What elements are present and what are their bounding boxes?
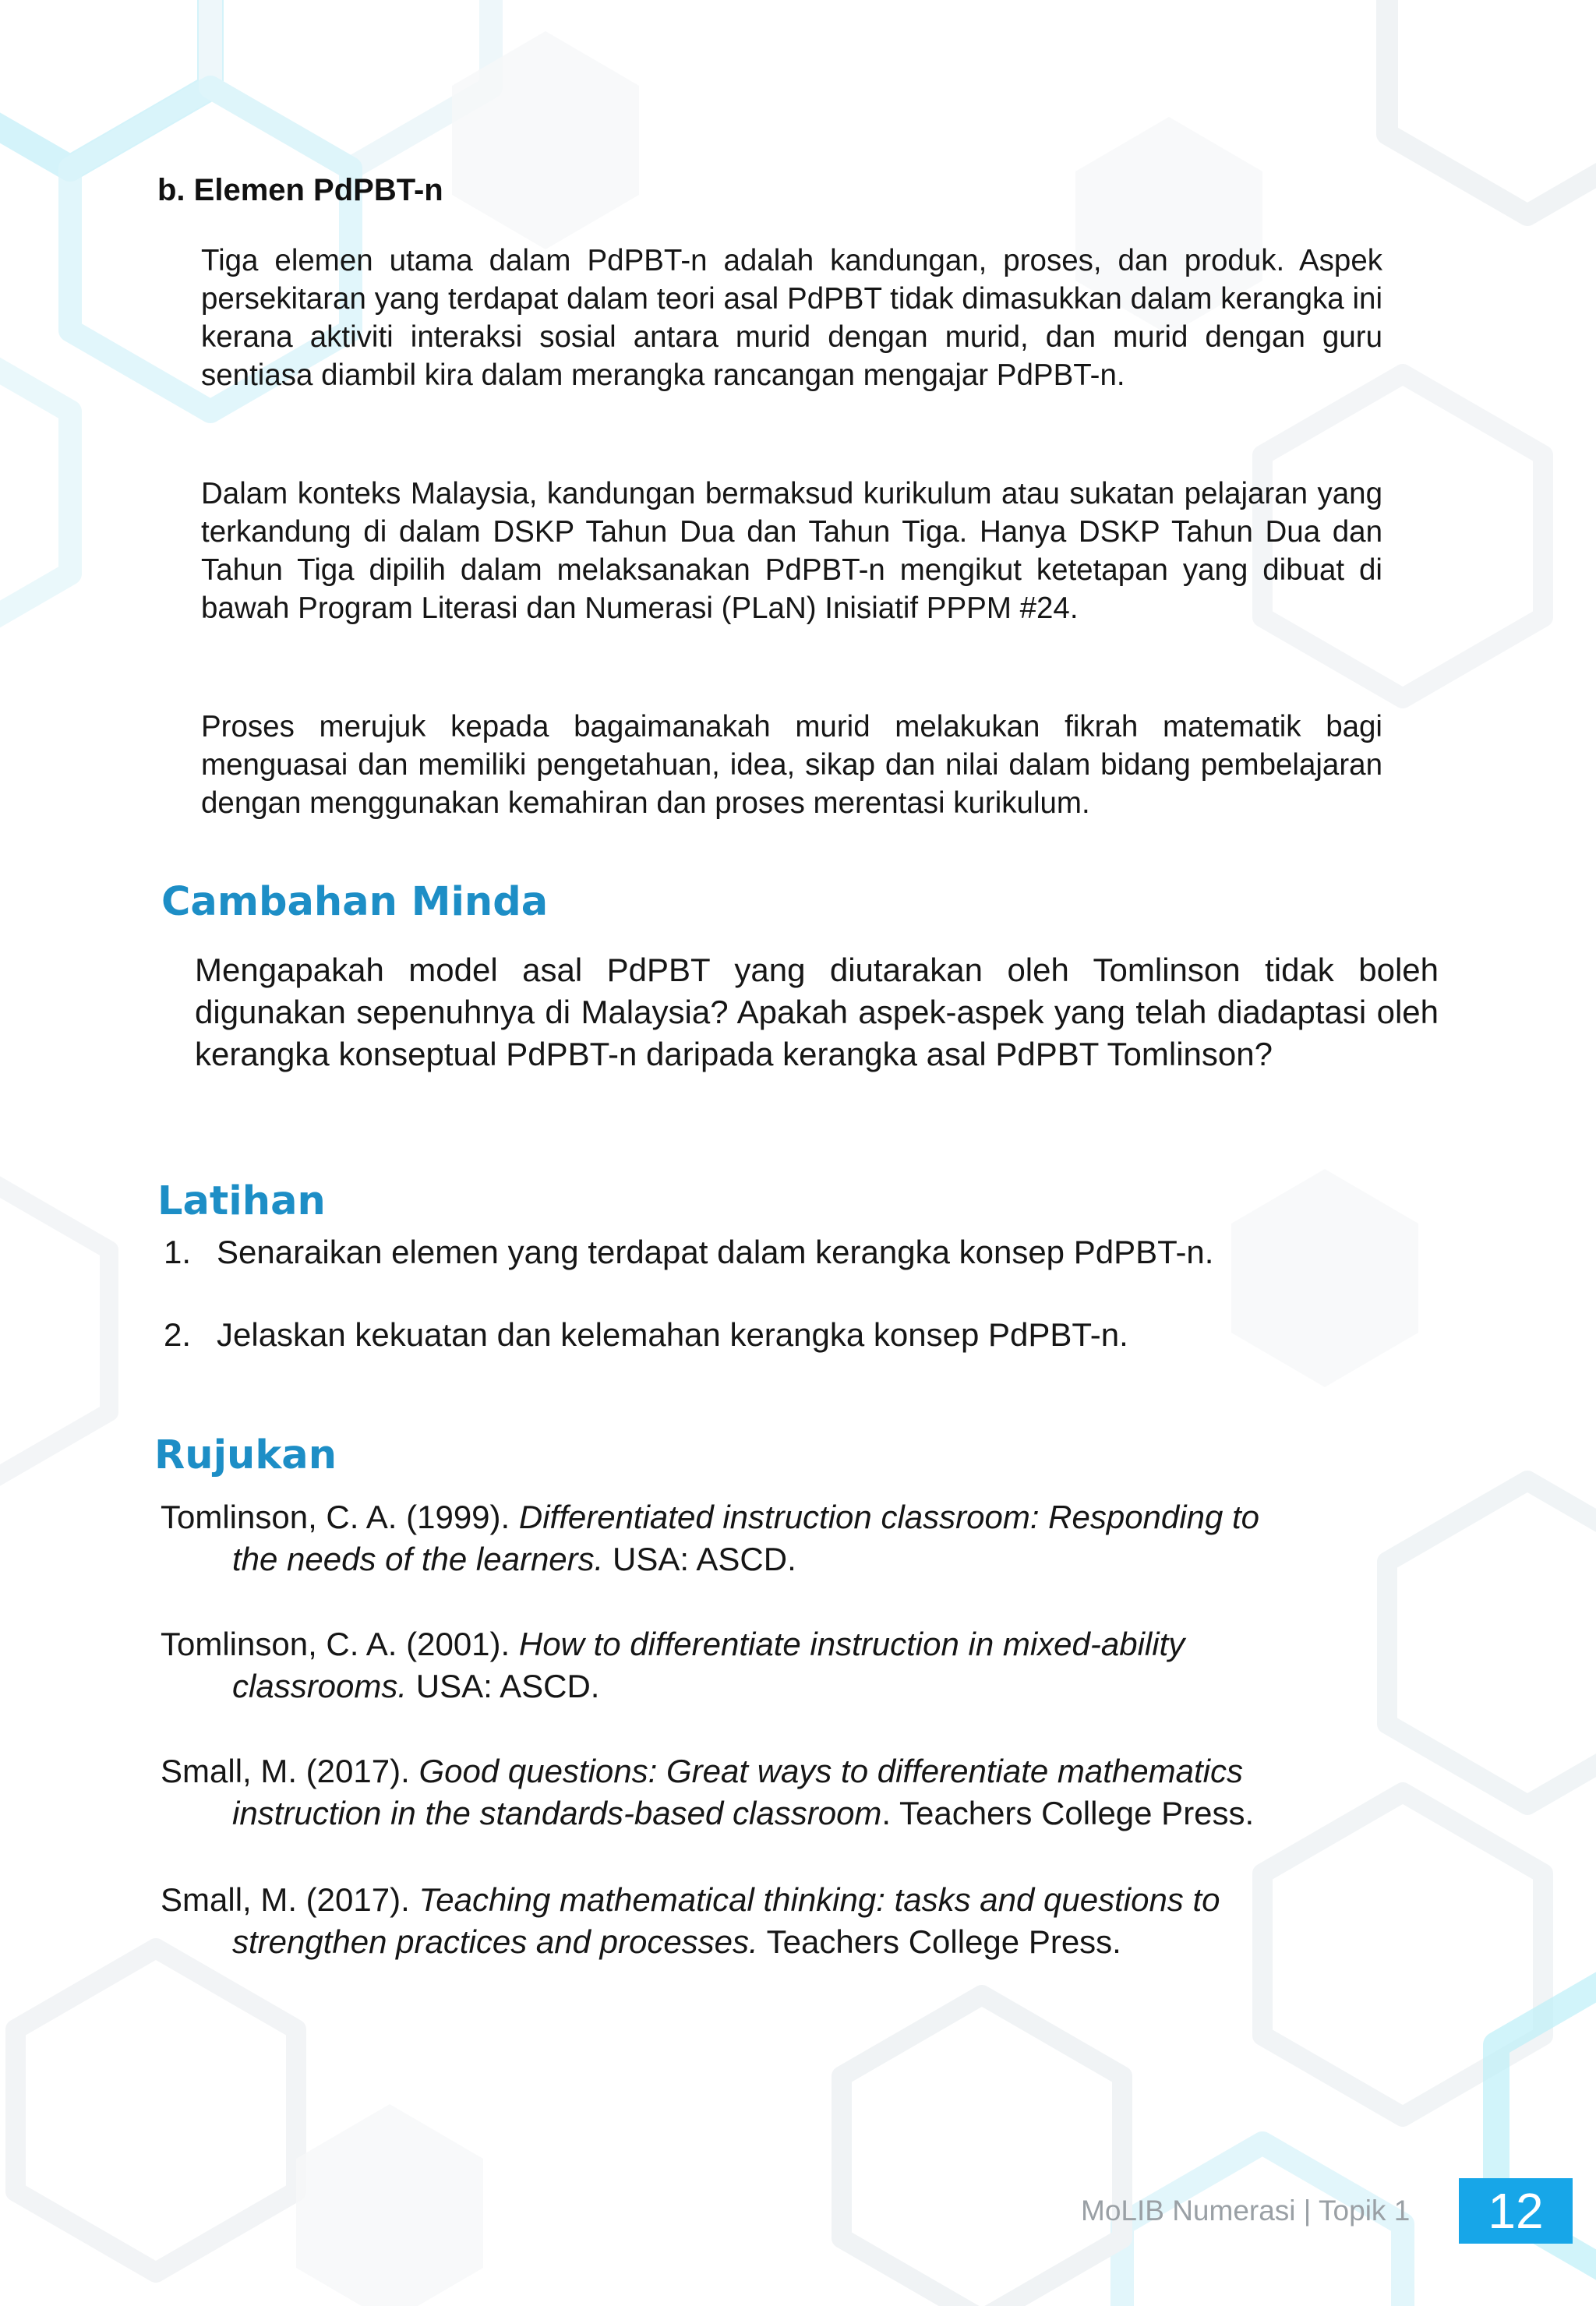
reference-title: Teaching mathematical thinking: tasks and questions to: [418, 1881, 1220, 1918]
reference-publisher: . Teachers College Press.: [881, 1795, 1255, 1831]
list-item-number: 1.: [164, 1234, 192, 1270]
reference-author: Tomlinson, C. A. (2001).: [161, 1626, 519, 1662]
page-number: 12: [1459, 2178, 1573, 2244]
cambahan-minda-heading: Cambahan Minda: [161, 879, 549, 925]
list-item: [164, 1231, 1449, 1273]
reference-title: strengthen practices and processes.: [232, 1923, 758, 1960]
rujukan-heading: Rujukan: [154, 1432, 337, 1478]
paragraph-proses: Proses merujuk kepada bagaimanakah murid melakukan fikrah matematik bagi menguasai dan memiliki pengetahuan, idea, sikap dan nilai dalam bidang pembelajaran dengan menggunakan kemahiran dan proses merentasi kurikulum.: [201, 710, 1382, 820]
reference-title: instruction in the standards-based classroom: [232, 1795, 882, 1831]
reference-publisher: Teachers College Press.: [757, 1923, 1121, 1960]
section-b-heading: b. Elemen PdPBT-n: [157, 173, 443, 207]
list-item-text: Senaraikan elemen yang terdapat dalam kerangka konsep PdPBT-n.: [217, 1234, 1214, 1270]
reference-continuation: [161, 1921, 1446, 1963]
reference-continuation: [161, 1538, 1446, 1580]
reference-publisher: USA: ASCD.: [407, 1668, 600, 1704]
reference-title: Good questions: Great ways to differentiate mathematics: [418, 1753, 1243, 1789]
list-item-number: 2.: [164, 1316, 192, 1353]
reference-author: Small, M. (2017).: [161, 1881, 419, 1918]
paragraph-elements: Tiga elemen utama dalam PdPBT-n adalah kandungan, proses, dan produk. Aspek persekitaran yang terdapat dalam teori asal PdPBT tidak dimasukkan dalam kerangka ini kerana aktiviti interaksi sosial antara murid dengan murid, dan murid dengan guru sentiasa diambil kira dalam merangka rancangan mengajar PdPBT-n.: [201, 244, 1382, 392]
reference-item: [161, 1496, 1446, 1580]
reference-continuation: [161, 1665, 1446, 1707]
latihan-heading: Latihan: [157, 1178, 326, 1224]
reference-publisher: USA: ASCD.: [603, 1541, 796, 1577]
list-item-text: Jelaskan kekuatan dan kelemahan kerangka konsep PdPBT-n.: [217, 1316, 1128, 1353]
reference-title: Differentiated instruction classroom: Responding to: [518, 1499, 1260, 1535]
reference-title: classrooms.: [232, 1668, 408, 1704]
reference-item: [161, 1879, 1446, 1963]
reference-title: the needs of the learners.: [232, 1541, 604, 1577]
reference-author: Small, M. (2017).: [161, 1753, 419, 1789]
reference-title: How to differentiate instruction in mixed-ability: [518, 1626, 1185, 1662]
list-item: [164, 1314, 1449, 1356]
cambahan-minda-text: Mengapakah model asal PdPBT yang diutarakan oleh Tomlinson tidak boleh digunakan sepenuhnya di Malaysia? Apakah aspek-aspek yang telah diadaptasi oleh kerangka konseptual PdPBT-n daripada kerangka asal PdPBT Tomlinson?: [195, 952, 1439, 1072]
paragraph-kandungan: Dalam konteks Malaysia, kandungan bermaksud kurikulum atau sukatan pelajaran yang terkandung di dalam DSKP Tahun Dua dan Tahun Tiga. Hanya DSKP Tahun Dua dan Tahun Tiga dipilih dalam melaksanakan PdPBT-n mengikut ketetapan yang dibuat di bawah Program Literasi dan Numerasi (PLaN) Inisiatif PPPM #24.: [201, 477, 1382, 625]
reference-item: [161, 1750, 1446, 1835]
reference-author: Tomlinson, C. A. (1999).: [161, 1499, 519, 1535]
latihan-list: [164, 1231, 1449, 1397]
reference-item: [161, 1623, 1446, 1707]
reference-continuation: [161, 1792, 1446, 1835]
footer-text: MoLIB Numerasi | Topik 1: [1081, 2195, 1411, 2227]
